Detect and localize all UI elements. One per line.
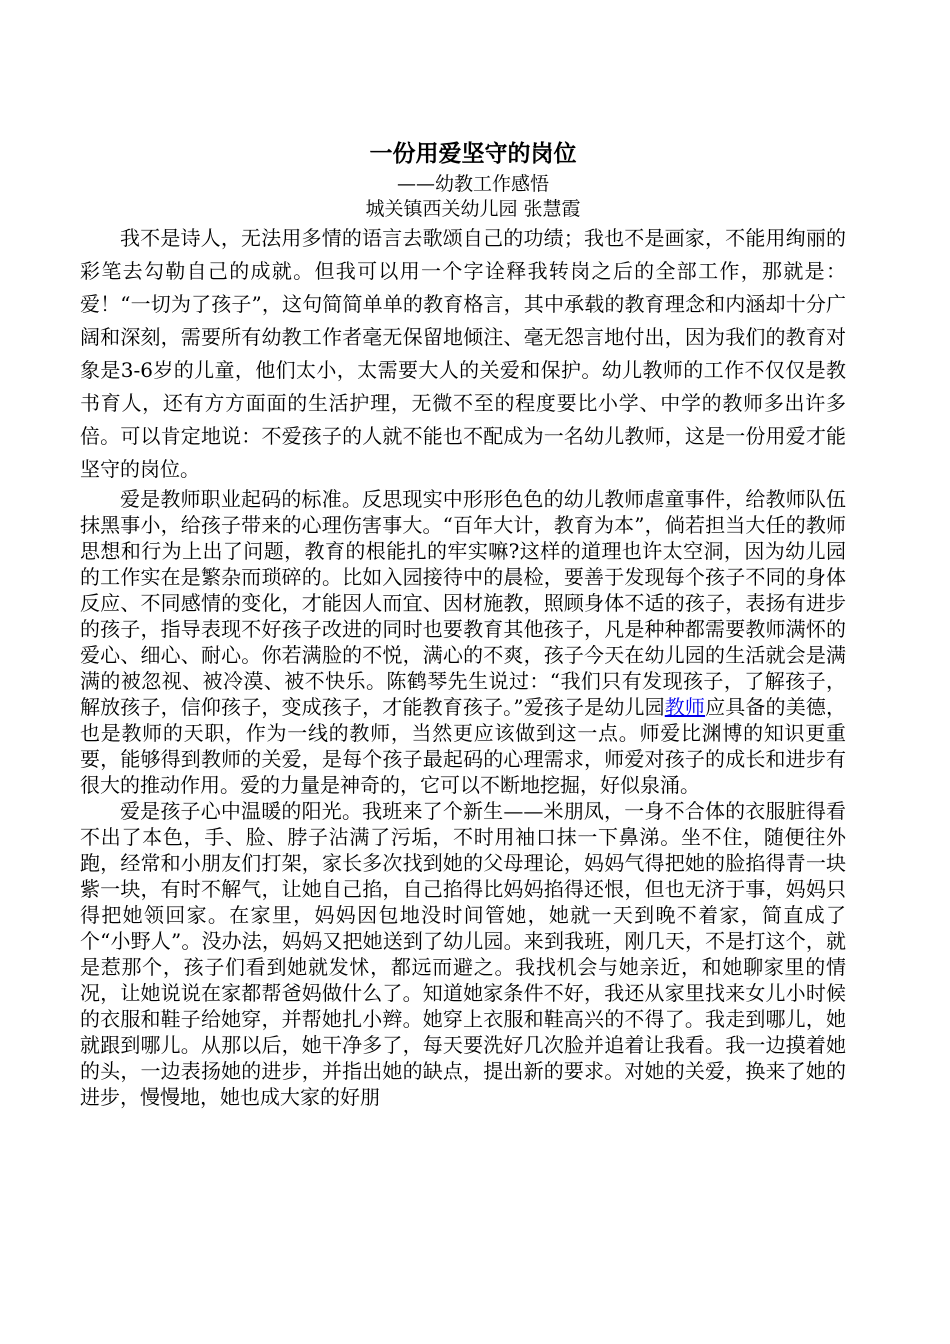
document-subtitle: ——幼教工作感悟 bbox=[396, 173, 549, 195]
paragraph-2-text-b: 应具备的美德，也是教师的天职，作为一线的教师，当然更应该做到这一点。师爱比渊博的知识更重要，能够得到教师的关爱，是每个孩子最起码的心理需求，师爱对孩子的成长和进步有很大的推动作用。爱的力量是神奇的，它可以不断地挖掘，好似泉涌。 bbox=[80, 695, 847, 797]
teacher-link[interactable]: 教师 bbox=[664, 695, 706, 719]
paragraph-1: 我不是诗人，无法用多情的语言去歌颂自己的功绩；我也不是画家，不能用绚丽的彩笔去勾勒自己的成就。但我可以用一个字诠释我转岗之后的全部工作，那就是：爱！“一切为了孩子”，这句简简单单的教育格言，其中承载的教育理念和内涵却十分广阔和深刻，需要所有幼教工作者毫无保留地倾注、毫无怨言地付出，因为我们的教育对象是3-6岁的儿童，他们太小，太需要大人的关爱和保护。幼儿教师的工作不仅仅是教书育人，还有方方面面的生活护理，无微不至的程度要比小学、中学的教师多出许多倍。可以肯定地说：不爱孩子的人就不能也不配成为一名幼儿教师，这是一份用爱才能坚守的岗位。 bbox=[80, 226, 846, 481]
paragraph-2-text-a: 爱是教师职业起码的标准。反思现实中形形色色的幼儿教师虐童事件，给教师队伍抹黑事小，给孩子带来的心理伤害事大。“百年大计，教育为本”，倘若担当大任的教师思想和行为上出了问题，教育的根能扎的牢实嘛?这样的道理也许太空洞，因为幼儿园的工作实在是繁杂而琐碎的。比如入园接待中的晨检，要善于发现每个孩子不同的身体反应、不同感情的变化，才能因人而宜、因材施教，照顾身体不适的孩子，表扬有进步的孩子，指导表现不好孩子改进的同时也要教育其他孩子，凡是种种都需要教师满怀的爱心、细心、耐心。你若满脸的不悦，满心的不爽，孩子今天在幼儿园的生活就会是满满的被忽视、被冷漠、被不快乐。陈鹤琴先生说过：“我们只有发现孩子，了解孩子，解放孩子，信仰孩子，变成孩子，才能教育孩子。”爱孩子是幼儿园 bbox=[80, 487, 846, 719]
paragraph-3: 爱是孩子心中温暖的阳光。我班来了个新生——米朋凤，一身不合体的衣服脏得看不出了本色，手、脸、脖子沾满了污垢，不时用袖口抹一下鼻涕。坐不住，随便往外跑，经常和小朋友们打架，家长多次找到她的父母理论，妈妈气得把她的脸掐得青一块紫一块，有时不解气，让她自己掐，自己掐得比妈妈掐得还恨，但也无济于事，妈妈只得把她领回家。在家里，妈妈因包地没时间管她，她就一天到晚不着家，简直成了个“小野人”。没办法，妈妈又把她送到了幼儿园。来到我班，刚几天，不是打这个，就是惹那个，孩子们看到她就发怵，都远而避之。我找机会与她亲近，和她聊家里的情况，让她说说在家都帮爸妈做什么了。知道她家条件不好，我还从家里找来女儿小时候的衣服和鞋子给她穿，并帮她扎小辫。她穿上衣服和鞋高兴的不得了。我走到哪儿，她就跟到哪儿。从那以后，她干净多了，每天要洗好几次脸并追着让我看。我一边摸着她的头，一边表扬她的进步，并指出她的缺点，提出新的要求。对她的关爱，换来了她的进步，慢慢地，她也成大家的好朋 bbox=[80, 799, 846, 1109]
paragraph-2 bbox=[80, 486, 846, 798]
document-author: 城关镇西关幼儿园 张慧霞 bbox=[365, 198, 581, 220]
document-title: 一份用爱坚守的岗位 bbox=[369, 140, 577, 167]
document-page bbox=[80, 136, 846, 1110]
